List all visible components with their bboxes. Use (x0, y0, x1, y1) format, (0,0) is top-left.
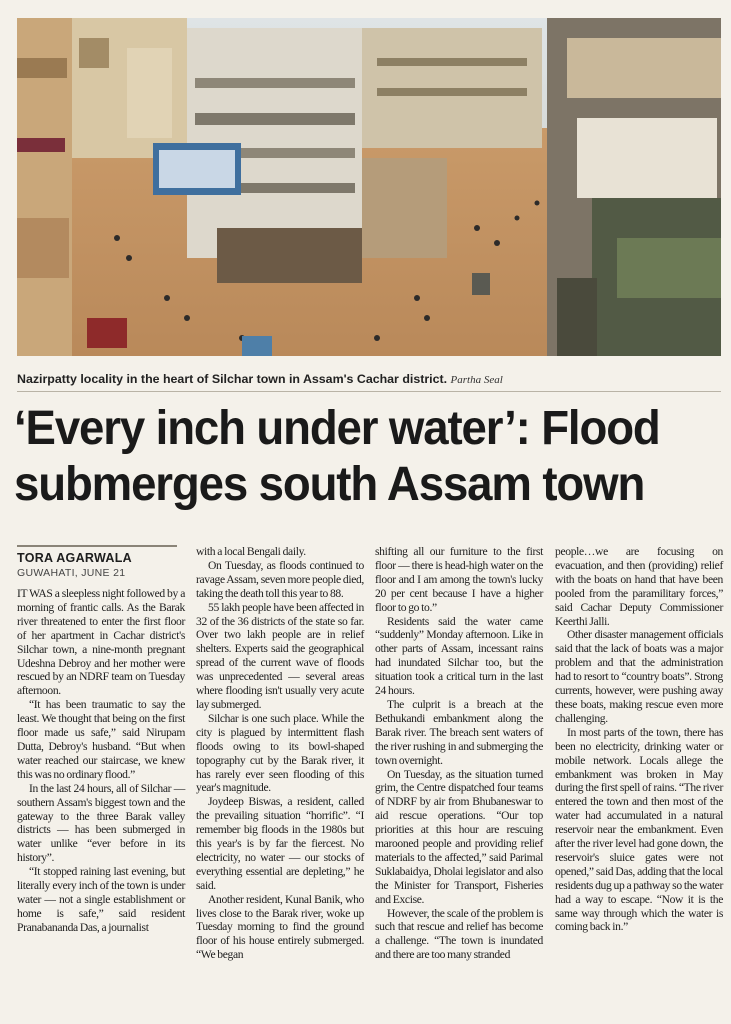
paragraph: with a local Bengali daily. (196, 545, 306, 558)
paragraph: In the last 24 hours, all of Silchar — southern Assam's biggest town and the gateway to the three Barak valley districts — has been submerged in water unlike “ever before in its history”. (17, 781, 185, 865)
column-2 (196, 545, 364, 962)
column-4 (555, 545, 723, 934)
photo-caption (17, 372, 721, 386)
photo-credit: Partha Seal (450, 374, 503, 386)
paragraph: shifting all our furniture to the first floor — there is head-high water on the floor and I am among the town's lucky 20 per cent because I have a higher floor to go to.” (375, 545, 543, 614)
paragraph: Silchar is one such place. While the city is plagued by intermittent flash floods owing to its bowl-shaped topography cut by the Barak river, it has rarely ever seen flooding of this year's magnitude. (196, 711, 364, 795)
paragraph: “It has been traumatic to say the least. We thought that being on the first floor made us safe,” said Nirupam Dutta, Debroy's husband. “But when water reached our staircase, we knew this was no ordinary flood.” (17, 698, 185, 781)
paragraph: Joydeep Biswas, a resident, called the prevailing situation “horrific”. “I remember big floods in the 1980s but this year's is by far the fiercest. No electricity, no water — our stocks of everything essential are depleting,” he said. (196, 795, 364, 892)
paragraph: people…we are focusing on evacuation, and then (providing) relief with the boats on hand that have been pooled from the paramilitary forces,” said Cachar Deputy Commissioner Keerthi Jalli. (555, 545, 723, 628)
article-body (17, 545, 721, 1015)
headline-line-2: submerges south Assam town (14, 457, 645, 511)
paragraph: The culprit is a breach at the Bethukandi embankment along the Barak river. The breach sent waters of the river rushing in and submerging the town overnight. (375, 697, 543, 767)
dateline: GUWAHATI, JUNE 21 (17, 567, 126, 579)
paragraph: 55 lakh people have been affected in 32 of the 36 districts of the state so far. Over two lakh people are in relief shelters. Experts said the geographical spread of the current wave of floods was unprecedented — several areas where flooding isn't usually very acute lay submerged. (196, 600, 364, 711)
caption-text: Nazirpatty locality in the heart of Silchar town in Assam's Cachar district. (17, 372, 448, 386)
column-1 (17, 545, 185, 935)
paragraph: Residents said the water came “suddenly” Monday afternoon. Like in other parts of Assam, incessant rains had inundated Silchar too, but the situation took a critical turn in the last 24 hours. (375, 614, 543, 698)
byline-rule (17, 545, 177, 547)
paragraph: “It stopped raining last evening, but literally every inch of the town is under water — not a single establishment or home is safe,” said resident Pranabananda Das, a journalist (17, 865, 185, 934)
paragraph: Another resident, Kunal Banik, who lives close to the Barak river, woke up Tuesday morning to find the ground floor of his house entirely submerged. “We began (196, 892, 364, 962)
paragraph: On Tuesday, as floods continued to ravage Assam, seven more people died, taking the death toll this year to 88. (196, 558, 364, 600)
flood-photo (17, 18, 721, 356)
caption-divider (17, 391, 721, 392)
paragraph: Other disaster management officials said that the lack of boats was a major problem and that the administration had to resort to “country boats”. Strong currents, however, were pushing away these boats, making rescue even more challenging. (555, 628, 723, 725)
paragraph: On Tuesday, as the situation turned grim, the Centre dispatched four teams of NDRF by air from Bhubaneswar to aid rescue operations. “Our top priorities at this hour are rescuing marooned people and providing relief materials to the affected,” said Parimal Suklabaidya, Dholai legislator and also the Minister for Transport, Fisheries and Excise. (375, 767, 543, 906)
paragraph: However, the scale of the problem is such that rescue and relief has become a challenge. “The town is inundated and there are too many stranded (375, 906, 543, 962)
author-name: TORA AGARWALA (17, 551, 133, 565)
column-3 (375, 545, 543, 962)
headline (14, 400, 681, 512)
paragraph: IT WAS a sleepless night followed by a morning of frantic calls. As the Barak river threatened to enter the first floor of her apartment in Cachar district's Silchar town, a nine-month pregnant Udeshna Debroy and her mother were rescued by an NDRF team on Tuesday afternoon. (17, 587, 185, 698)
paragraph: In most parts of the town, there has been no electricity, drinking water or mobile network. Locals allege the embankment was broken in May during the first spell of rains. “The river entered the town and then most of the water had accumulated in a natural reservoir near the embankment. Even after the river level had gone down, the reservoir's sluice gates were not opened,” said Das, adding that the local residents dug up a pathway so the water had a way to escape. “Now it is the same way through which the water is coming back in.” (555, 725, 723, 934)
headline-line-1: ‘Every inch under water’: Flood (14, 401, 660, 455)
flood-street-photo (17, 18, 721, 356)
